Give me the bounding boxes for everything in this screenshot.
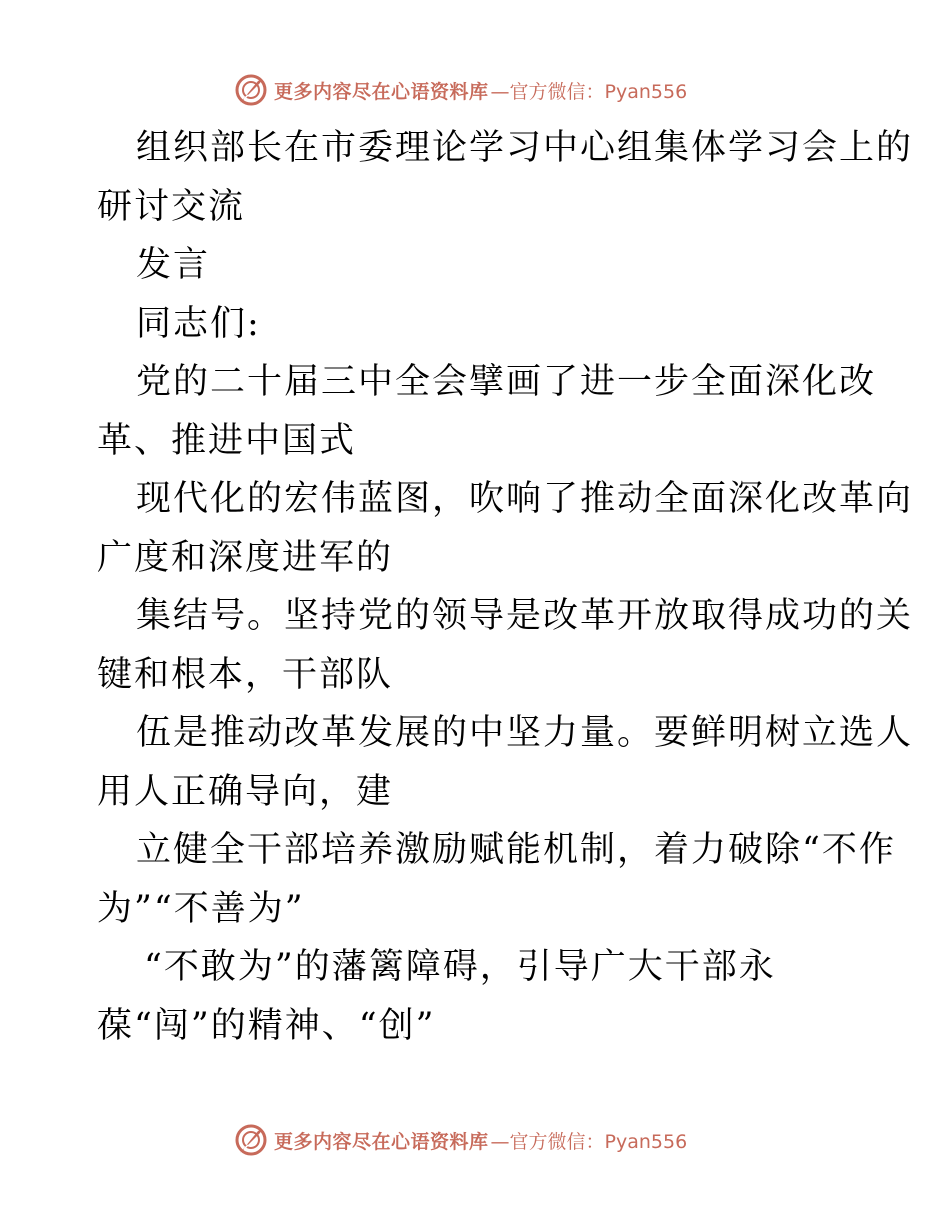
text-line: 伍是推动改革发展的中坚力量。要鲜明树立选人 bbox=[136, 713, 914, 753]
text-line: 广度和深度进军的 bbox=[97, 537, 394, 578]
watermark-sub-text: —官方微信：Pyan556 bbox=[490, 80, 688, 103]
text-line: 党的二十届三中全会擘画了进一步全面深化改 bbox=[136, 362, 877, 402]
text-line: 革、推进中国式 bbox=[97, 420, 357, 461]
quill-logo-icon bbox=[234, 73, 268, 107]
text-line: 同志们: bbox=[136, 303, 261, 344]
text-line: 用人正确导向，建 bbox=[97, 771, 394, 812]
watermark-sub-text: —官方微信：Pyan556 bbox=[490, 1130, 688, 1153]
text-line: 发言 bbox=[136, 245, 211, 285]
text-line: 组织部长在市委理论学习中心组集体学习会上的 bbox=[136, 128, 914, 168]
text-line: 研讨交流 bbox=[97, 186, 246, 227]
text-line: 键和根本，干部队 bbox=[97, 654, 394, 695]
text-line: 立健全干部培养激励赋能机制，着力破除“不作 bbox=[136, 830, 896, 870]
document-body bbox=[97, 119, 914, 1055]
watermark-main-text: 更多内容尽在心语资料库 bbox=[274, 80, 489, 103]
text-line: 集结号。坚持党的领导是改革开放取得成功的关 bbox=[136, 596, 914, 636]
quill-logo-icon bbox=[234, 1123, 268, 1157]
footer-watermark bbox=[234, 1122, 687, 1158]
watermark-main-text: 更多内容尽在心语资料库 bbox=[274, 1130, 489, 1153]
text-line: 现代化的宏伟蓝图，吹响了推动全面深化改革向 bbox=[136, 479, 914, 519]
text-line: 葆“闯”的精神、“创” bbox=[97, 1005, 436, 1046]
text-line: “不敢为”的藩篱障碍，引导广大干部永 bbox=[144, 947, 776, 987]
text-line: 为”“不善为” bbox=[97, 888, 305, 929]
header-watermark bbox=[234, 72, 687, 108]
